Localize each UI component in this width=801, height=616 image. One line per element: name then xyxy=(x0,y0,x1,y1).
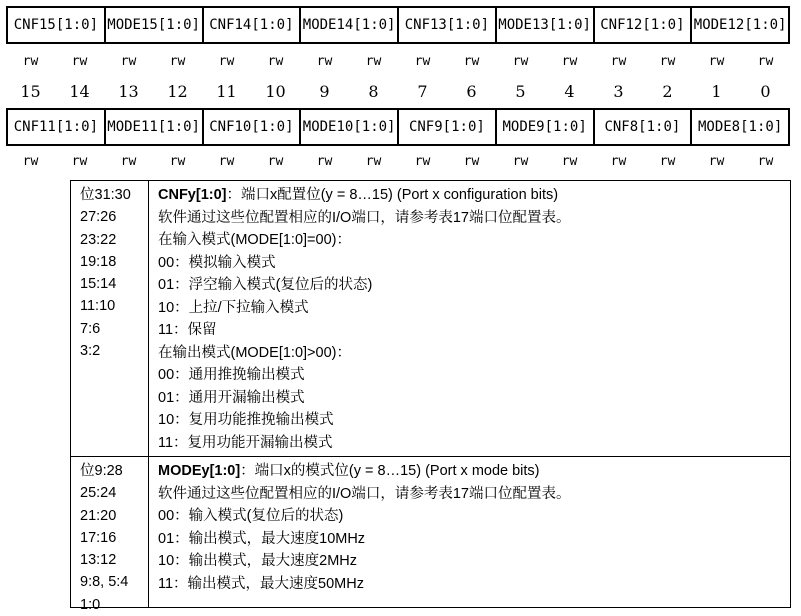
mode-title-text: ：端口x的模式位(y = 8…15) (Port x mode bits) xyxy=(240,463,540,479)
bit-number: 0 xyxy=(760,82,771,101)
access-label: rw xyxy=(267,54,284,69)
bit-number: 5 xyxy=(515,82,526,101)
description-line: 10：上拉/下拉输入模式 xyxy=(158,299,309,316)
bit-number: 10 xyxy=(265,82,286,101)
access-row-high xyxy=(6,54,790,69)
description-line: 01：输出模式，最大速度10MHz xyxy=(158,530,366,547)
access-label: rw xyxy=(22,54,39,69)
access-label: rw xyxy=(512,54,529,69)
register-field-cell: MODE10[1:0] xyxy=(301,110,399,144)
bit-number: 1 xyxy=(711,82,722,101)
access-label: rw xyxy=(414,154,431,169)
description-line: 软件通过这些位配置相应的I/O端口，请参考表17端口位配置表。 xyxy=(158,209,571,226)
bit-range: 23:22 xyxy=(80,231,117,248)
register-field-cell: MODE9[1:0] xyxy=(497,110,595,144)
access-label: rw xyxy=(365,154,382,169)
bit-number: 6 xyxy=(466,82,477,101)
description-line: 软件通过这些位配置相应的I/O端口，请参考表17端口位配置表。 xyxy=(158,485,571,502)
register-field-cell: MODE8[1:0] xyxy=(692,110,790,144)
access-row-low xyxy=(6,154,790,169)
bit-number: 4 xyxy=(564,82,575,101)
register-field-cell: CNF9[1:0] xyxy=(399,110,497,144)
bit-range: 13:12 xyxy=(80,552,117,569)
access-label: rw xyxy=(120,154,137,169)
bit-number: 8 xyxy=(368,82,379,101)
mode-field-name: MODEy[1:0] xyxy=(158,463,241,479)
access-label: rw xyxy=(610,154,627,169)
bit-number: 14 xyxy=(69,82,90,101)
register-field-cell: MODE13[1:0] xyxy=(497,8,595,42)
access-label: rw xyxy=(218,154,235,169)
access-label: rw xyxy=(365,54,382,69)
mode-title-line xyxy=(158,460,786,483)
bit-range: 位9:28 xyxy=(80,463,123,479)
access-label: rw xyxy=(71,54,88,69)
mode-description-row xyxy=(70,456,791,613)
bit-range: 9:8, 5:4 xyxy=(80,574,129,591)
access-label: rw xyxy=(414,54,431,69)
bit-range: 21:20 xyxy=(80,507,117,524)
bit-range: 11:10 xyxy=(80,298,116,315)
description-line: 01：浮空输入模式(复位后的状态) xyxy=(158,277,373,293)
register-fields-low xyxy=(6,108,790,146)
bit-range: 7:6 xyxy=(80,320,101,337)
access-label: rw xyxy=(120,54,137,69)
mode-description-cell xyxy=(158,460,786,595)
cnf-description-row xyxy=(70,180,791,457)
access-label: rw xyxy=(610,54,627,69)
register-field-cell: CNF11[1:0] xyxy=(8,110,106,144)
bit-number: 2 xyxy=(662,82,673,101)
access-label: rw xyxy=(757,154,774,169)
bit-number-row xyxy=(6,82,790,101)
access-label: rw xyxy=(757,54,774,69)
bit-range: 15:14 xyxy=(80,276,117,293)
cnf-bit-range-cell xyxy=(71,181,149,456)
access-label: rw xyxy=(512,154,529,169)
bit-range: 17:16 xyxy=(80,529,117,546)
access-label: rw xyxy=(659,54,676,69)
mode-bit-range-cell xyxy=(71,457,149,613)
register-fields-high xyxy=(6,6,790,44)
register-field-cell: CNF10[1:0] xyxy=(204,110,302,144)
bit-number: 15 xyxy=(20,82,41,101)
access-label: rw xyxy=(561,154,578,169)
description-line: 11：复用功能开漏输出模式 xyxy=(158,434,333,451)
bit-number: 3 xyxy=(613,82,624,101)
access-label: rw xyxy=(22,154,39,169)
register-field-cell: MODE14[1:0] xyxy=(301,8,399,42)
bit-number: 13 xyxy=(118,82,139,101)
access-label: rw xyxy=(169,154,186,169)
register-field-cell: CNF14[1:0] xyxy=(204,8,302,42)
bit-number: 12 xyxy=(167,82,188,101)
bit-number: 11 xyxy=(216,82,237,101)
bit-range: 3:2 xyxy=(80,343,101,360)
description-line: 10：复用功能推挽输出模式 xyxy=(158,412,334,428)
access-label: rw xyxy=(316,154,333,169)
access-label: rw xyxy=(463,154,480,169)
bit-number: 9 xyxy=(319,82,330,101)
description-line: 00：输入模式(复位后的状态) xyxy=(158,508,344,524)
access-label: rw xyxy=(218,54,235,69)
access-label: rw xyxy=(708,154,725,169)
bit-range: 19:18 xyxy=(80,253,117,270)
description-line: 11：输出模式，最大速度50MHz xyxy=(158,575,364,592)
description-line: 在输入模式(MODE[1:0]=00)： xyxy=(158,232,351,248)
bit-range: 27:26 xyxy=(80,209,117,226)
access-label: rw xyxy=(71,154,88,169)
register-field-cell: MODE11[1:0] xyxy=(106,110,204,144)
access-label: rw xyxy=(463,54,480,69)
description-line: 11：保留 xyxy=(158,322,217,338)
register-field-cell: CNF8[1:0] xyxy=(595,110,693,144)
cnf-title-line xyxy=(158,184,786,207)
access-label: rw xyxy=(169,54,186,69)
cnf-description-cell xyxy=(158,184,786,454)
description-line: 01：通用开漏输出模式 xyxy=(158,389,305,406)
register-field-cell: MODE12[1:0] xyxy=(692,8,790,42)
register-field-cell: CNF13[1:0] xyxy=(399,8,497,42)
register-field-cell: CNF12[1:0] xyxy=(595,8,693,42)
bit-range: 位31:30 xyxy=(80,187,131,203)
access-label: rw xyxy=(708,54,725,69)
register-field-cell: MODE15[1:0] xyxy=(106,8,204,42)
description-line: 00：通用推挽输出模式 xyxy=(158,367,305,383)
description-line: 00：模拟输入模式 xyxy=(158,254,276,271)
bit-range: 1:0 xyxy=(80,596,101,613)
cnf-field-name: CNFy[1:0] xyxy=(158,187,227,203)
description-line: 10：输出模式，最大速度2MHz xyxy=(158,553,357,569)
access-label: rw xyxy=(316,54,333,69)
access-label: rw xyxy=(267,154,284,169)
access-label: rw xyxy=(659,154,676,169)
bit-range: 25:24 xyxy=(80,485,117,502)
description-line: 在输出模式(MODE[1:0]>00)： xyxy=(158,344,351,361)
bit-number: 7 xyxy=(417,82,428,101)
cnf-title-text: ：端口x配置位(y = 8…15) (Port x configuration bits) xyxy=(226,187,559,203)
register-field-cell: CNF15[1:0] xyxy=(8,8,106,42)
access-label: rw xyxy=(561,54,578,69)
